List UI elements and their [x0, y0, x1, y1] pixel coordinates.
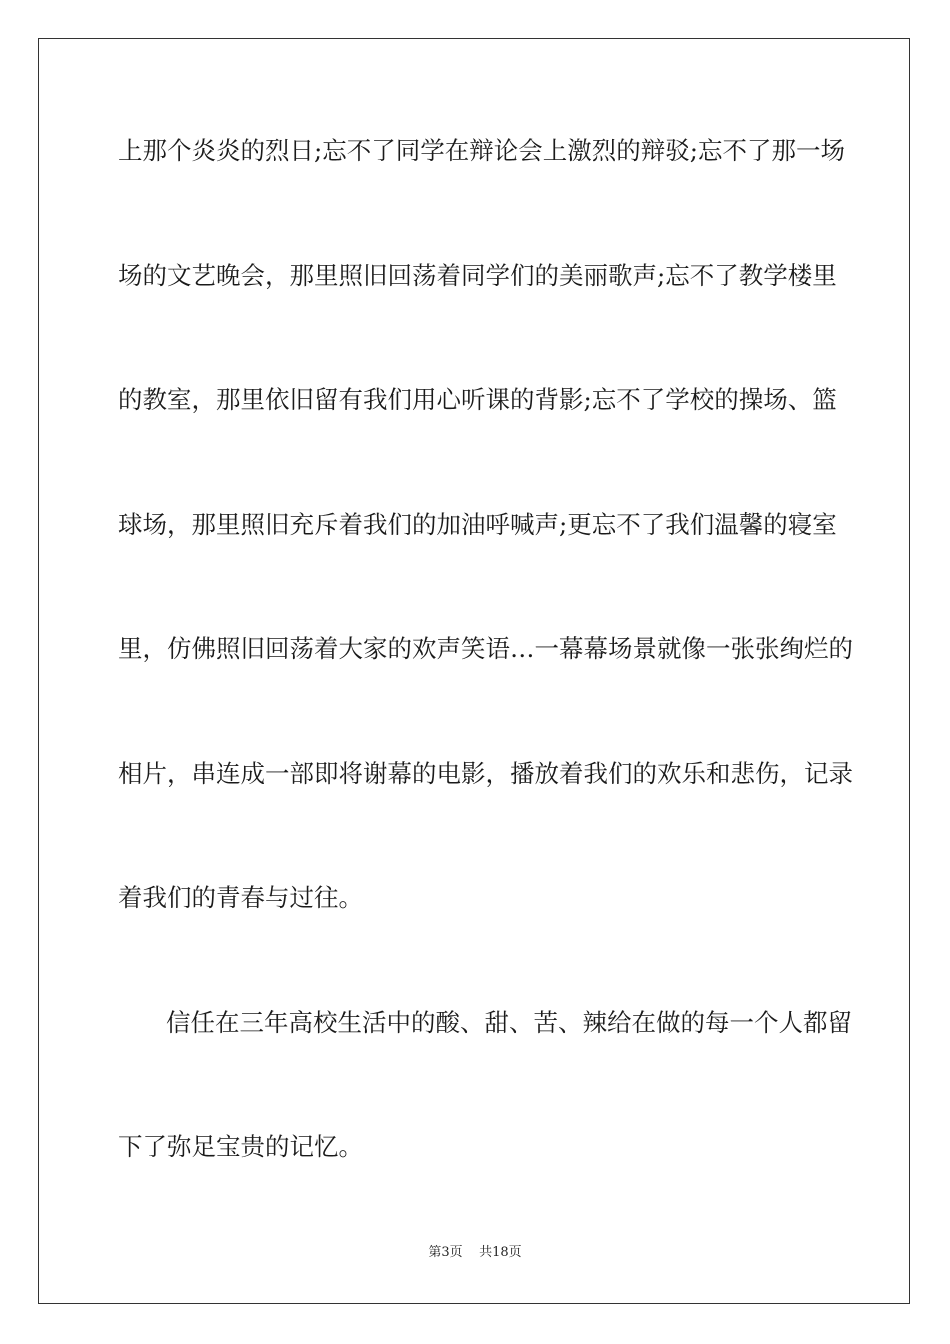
- page-number: 第3页: [428, 1245, 463, 1260]
- page-footer: [0, 1245, 950, 1261]
- page-border: [38, 38, 910, 1304]
- paragraph-line: 场的文艺晚会，那里照旧回荡着同学们的美丽歌声;忘不了教学楼里: [118, 261, 837, 290]
- page-total: 共18页: [479, 1245, 522, 1260]
- paragraph-line: 下了弥足宝贵的记忆。: [118, 1132, 363, 1161]
- paragraph-line: 球场，那里照旧充斥着我们的加油呼喊声;更忘不了我们温馨的寝室: [118, 510, 837, 539]
- paragraph-line: 的教室，那里依旧留有我们用心听课的背影;忘不了学校的操场、篮: [118, 385, 837, 414]
- paragraph-first-line: 信任在三年高校生活中的酸、甜、苦、辣给在做的每一个人都留: [166, 1008, 852, 1037]
- paragraph-line: 里，仿佛照旧回荡着大家的欢声笑语…一幕幕场景就像一张张绚烂的: [118, 634, 853, 663]
- paragraph-line: 上那个炎炎的烈日;忘不了同学在辩论会上激烈的辩驳;忘不了那一场: [118, 136, 846, 165]
- paragraph-line: 相片，串连成一部即将谢幕的电影，播放着我们的欢乐和悲伤，记录: [118, 759, 853, 788]
- paragraph-line: 着我们的青春与过往。: [118, 883, 363, 912]
